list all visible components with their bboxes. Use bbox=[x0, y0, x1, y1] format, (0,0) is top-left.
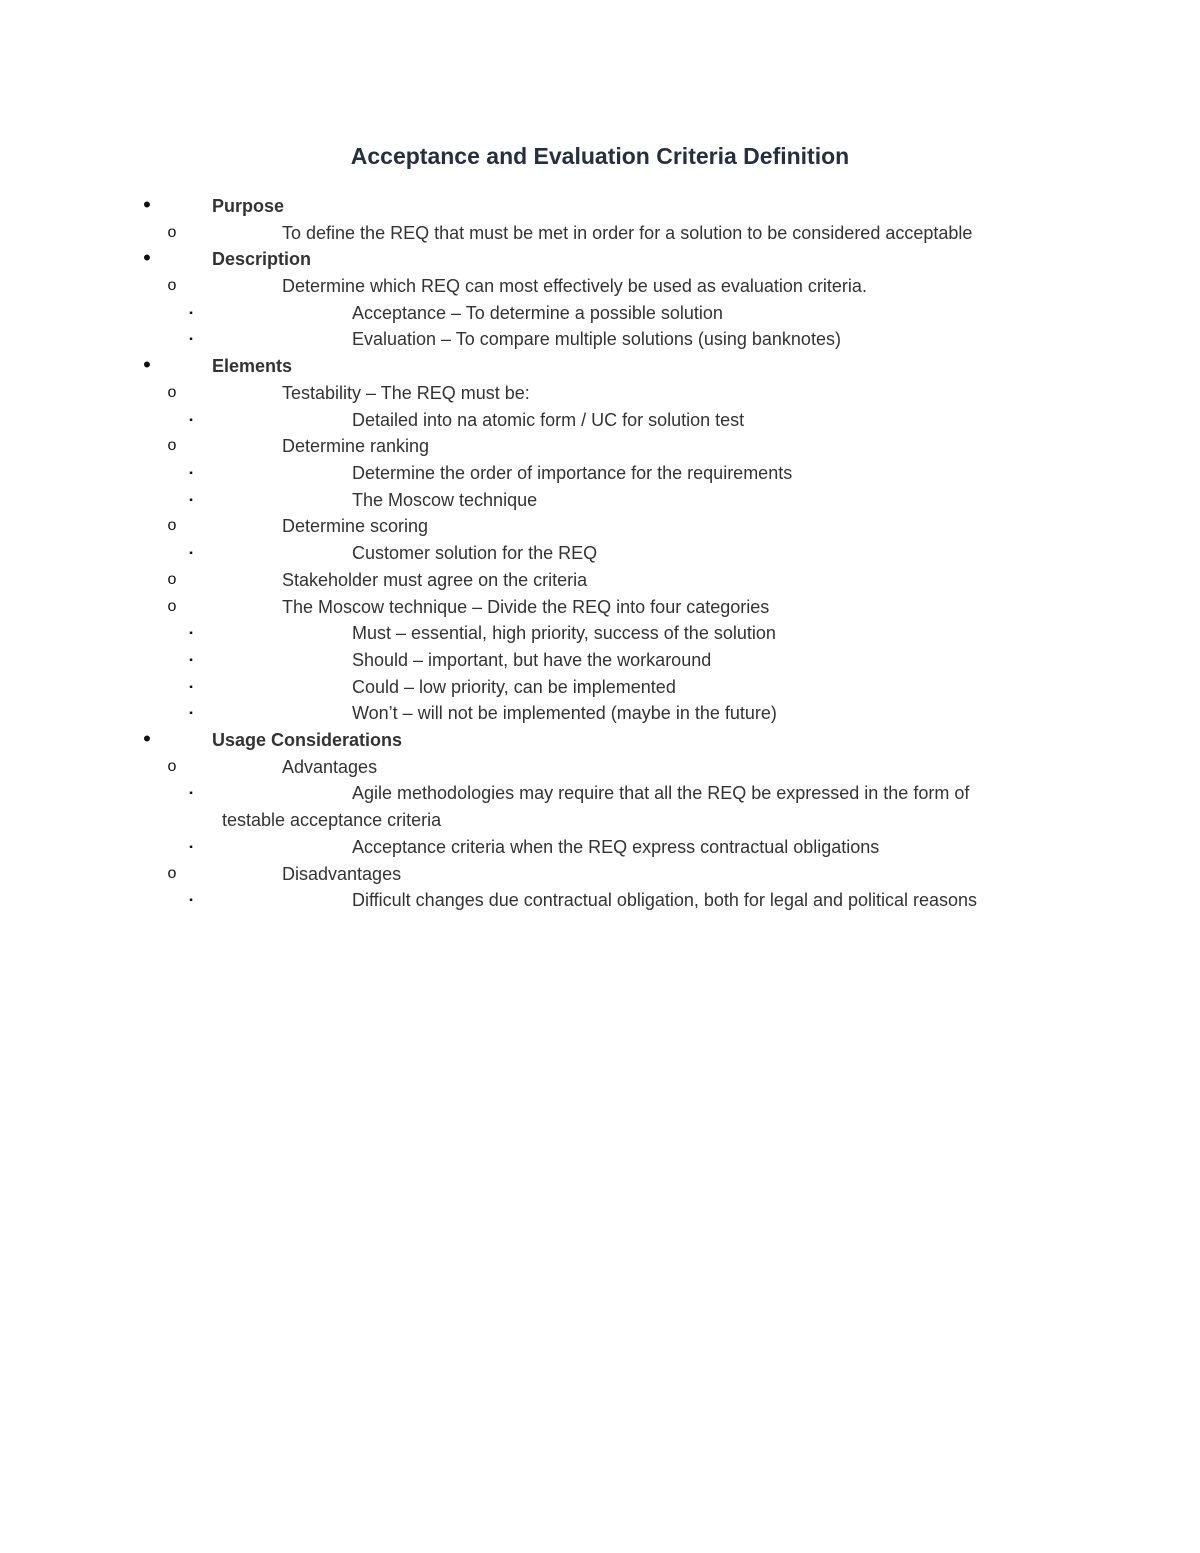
outline-item-level-3 bbox=[0, 700, 1200, 726]
bullet-square-icon: ▪ bbox=[189, 495, 193, 506]
outline-item-level-3 bbox=[0, 300, 1200, 326]
outline-item-text: To define the REQ that must be met in order for a solution to be considered acceptable bbox=[282, 223, 973, 243]
outline-item-level-2 bbox=[0, 594, 1200, 620]
bullet-disc-icon: • bbox=[143, 352, 151, 377]
outline-item-level-3 bbox=[0, 460, 1200, 486]
outline-item-text: Difficult changes due contractual obligation, both for legal and political reasons bbox=[352, 890, 978, 910]
outline-item-level-3 bbox=[0, 407, 1200, 433]
bullet-square-icon: ▪ bbox=[189, 334, 193, 345]
bullet-disc-icon: • bbox=[143, 245, 151, 270]
outline-item-text: Acceptance – To determine a possible solution bbox=[352, 303, 723, 323]
bullet-circle-icon: o bbox=[167, 517, 177, 534]
outline-item-level-2 bbox=[0, 273, 1200, 299]
outline-item-text: Determine scoring bbox=[282, 516, 429, 536]
outline-item-text: The Moscow technique bbox=[352, 490, 538, 510]
outline-item-text: Advantages bbox=[282, 757, 378, 777]
outline-item-text: Elements bbox=[212, 356, 293, 376]
outline-item-level-2 bbox=[0, 433, 1200, 459]
bullet-square-icon: ▪ bbox=[189, 655, 193, 666]
outline-item-text: Determine which REQ can most effectively be used as evaluation criteria. bbox=[282, 276, 867, 296]
outline-item-text: Could – low priority, can be implemented bbox=[352, 677, 676, 697]
outline-item-level-2 bbox=[0, 567, 1200, 593]
outline-item-text: Must – essential, high priority, success of the solution bbox=[352, 623, 776, 643]
outline-item-text: Disadvantages bbox=[282, 864, 402, 884]
bullet-circle-icon: o bbox=[167, 384, 177, 401]
outline-item-level-1 bbox=[0, 353, 1200, 379]
outline-item-text: Testability – The REQ must be: bbox=[282, 383, 530, 403]
bullet-square-icon: ▪ bbox=[189, 682, 193, 693]
outline-item-level-1 bbox=[0, 246, 1200, 272]
bullet-square-icon: ▪ bbox=[189, 548, 193, 559]
outline-item-text: Usage Considerations bbox=[212, 730, 403, 750]
outline-item-level-3 bbox=[0, 674, 1200, 700]
bullet-square-icon: ▪ bbox=[189, 895, 193, 906]
outline-item-level-1 bbox=[0, 727, 1200, 753]
bullet-square-icon: ▪ bbox=[189, 708, 193, 719]
outline-item-level-3 bbox=[0, 487, 1200, 513]
bullet-circle-icon: o bbox=[167, 571, 177, 588]
bullet-square-icon: ▪ bbox=[189, 628, 193, 639]
bullet-disc-icon: • bbox=[143, 192, 151, 217]
outline-item-text: Stakeholder must agree on the criteria bbox=[282, 570, 588, 590]
outline-item-level-2 bbox=[0, 754, 1200, 780]
bullet-circle-icon: o bbox=[167, 598, 177, 615]
bullet-circle-icon: o bbox=[167, 277, 177, 294]
bullet-square-icon: ▪ bbox=[189, 842, 193, 853]
outline-item-text: Won’t – will not be implemented (maybe in the future) bbox=[352, 703, 777, 723]
outline-item-level-3 bbox=[0, 887, 1200, 913]
outline-item-text: Description bbox=[212, 249, 312, 269]
outline-item-text: Detailed into na atomic form / UC for solution test bbox=[352, 410, 745, 430]
bullet-circle-icon: o bbox=[167, 758, 177, 775]
outline-item-text: Determine the order of importance for the requirements bbox=[352, 463, 793, 483]
bullet-circle-icon: o bbox=[167, 865, 177, 882]
outline-item-level-2 bbox=[0, 513, 1200, 539]
outline-item-text: The Moscow technique – Divide the REQ into four categories bbox=[282, 597, 770, 617]
bullet-square-icon: ▪ bbox=[189, 468, 193, 479]
bullet-circle-icon: o bbox=[167, 437, 177, 454]
outline-item-level-3 bbox=[0, 326, 1200, 352]
outline-item-text: Should – important, but have the workaround bbox=[352, 650, 712, 670]
bullet-circle-icon: o bbox=[167, 224, 177, 241]
outline-item-level-3 bbox=[0, 540, 1200, 566]
bullet-square-icon: ▪ bbox=[189, 415, 193, 426]
document-title: Acceptance and Evaluation Criteria Definition bbox=[350, 143, 850, 169]
bullet-square-icon: ▪ bbox=[189, 788, 193, 799]
outline-item-text: Acceptance criteria when the REQ express contractual obligations bbox=[352, 837, 880, 857]
outline-item-level-1 bbox=[0, 193, 1200, 219]
outline-item-text: Purpose bbox=[212, 196, 285, 216]
outline-item-text: Customer solution for the REQ bbox=[352, 543, 598, 563]
outline-item-text: Determine ranking bbox=[282, 436, 430, 456]
outline-item-level-2 bbox=[0, 380, 1200, 406]
outline-item-continuation: testable acceptance criteria bbox=[222, 810, 442, 830]
outline-item-level-3 bbox=[0, 620, 1200, 646]
outline-item-text: Evaluation – To compare multiple solutions (using banknotes) bbox=[352, 329, 841, 349]
outline-item-level-3 bbox=[0, 647, 1200, 673]
outline-item-level-3 bbox=[0, 834, 1200, 860]
outline-item-level-2 bbox=[0, 861, 1200, 887]
outline-item-level-3 bbox=[0, 780, 1200, 806]
outline-item-level-2 bbox=[0, 220, 1200, 246]
outline-item-text: Agile methodologies may require that all the REQ be expressed in the form of bbox=[352, 783, 970, 803]
bullet-disc-icon: • bbox=[143, 726, 151, 751]
bullet-square-icon: ▪ bbox=[189, 308, 193, 319]
